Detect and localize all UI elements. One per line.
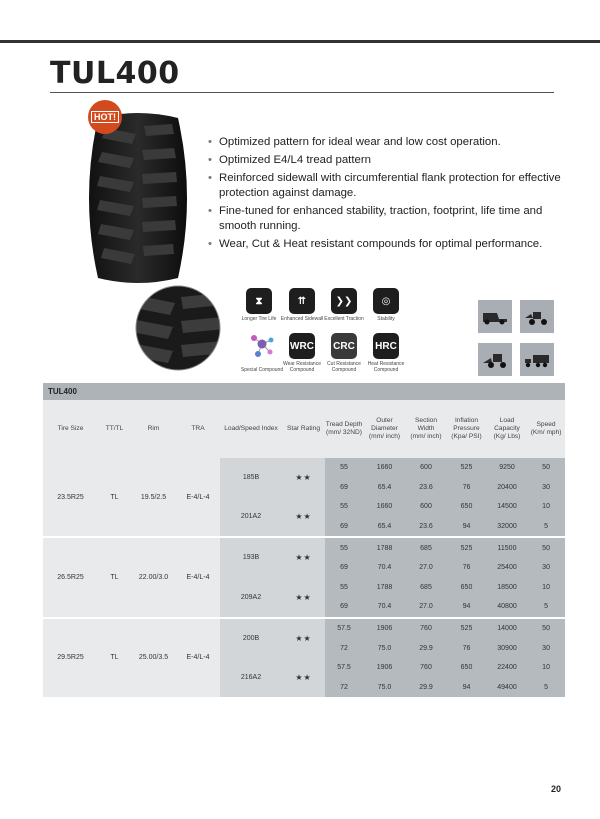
tread-depth-cell: 55 [325, 538, 363, 558]
section-width-cell: 23.6 [406, 517, 446, 537]
title-rule [50, 92, 554, 93]
speed-cell: 10 [527, 497, 565, 517]
speed-cell: 50 [527, 538, 565, 558]
hrc-icon: HRC [373, 333, 399, 359]
load-speed-index-cell: 216A2 [220, 658, 282, 697]
inflation-pressure-cell: 94 [446, 517, 487, 537]
stability-icon: ◎ [373, 288, 399, 314]
inflation-pressure-cell: 650 [446, 497, 487, 517]
section-width-cell: 600 [406, 497, 446, 517]
tread-depth-cell: 55 [325, 578, 363, 598]
tread-depth-cell: 72 [325, 638, 363, 658]
load-speed-index-cell: 200B [220, 619, 282, 658]
tire-size-cell: 26.5R25 [43, 538, 98, 616]
star-rating-cell: ★★ [282, 658, 325, 697]
outer-diameter-cell: 70.4 [363, 558, 406, 578]
inflation-pressure-cell: 76 [446, 478, 487, 498]
header-rim: Rim [131, 400, 176, 458]
inflation-pressure-cell: 525 [446, 538, 487, 558]
traction-icon: ❯❯ [331, 288, 357, 314]
tread-depth-cell: 69 [325, 478, 363, 498]
load-speed-index-cell: 185B [220, 458, 282, 497]
inflation-pressure-cell: 525 [446, 458, 487, 478]
load-capacity-cell: 20400 [487, 478, 527, 498]
hot-badge: HOT! [88, 100, 122, 134]
speed-cell: 50 [527, 458, 565, 478]
molecule-icon [247, 330, 277, 360]
load-capacity-cell: 11500 [487, 538, 527, 558]
section-width-cell: 29.9 [406, 638, 446, 658]
speed-cell: 10 [527, 578, 565, 598]
outer-diameter-cell: 1906 [363, 658, 406, 678]
tread-depth-cell: 69 [325, 558, 363, 578]
table-row [43, 458, 565, 478]
loader-icon [478, 343, 512, 376]
wheel-loader-icon [520, 300, 554, 333]
tra-cell: E-4/L-4 [176, 458, 220, 536]
tread-depth-cell: 72 [325, 678, 363, 698]
outer-diameter-cell: 1906 [363, 619, 406, 639]
tread-depth-cell: 69 [325, 517, 363, 537]
load-speed-index-cell: 201A2 [220, 497, 282, 536]
section-width-cell: 760 [406, 658, 446, 678]
inflation-pressure-cell: 650 [446, 578, 487, 598]
inflation-pressure-cell: 94 [446, 678, 487, 698]
speed-cell: 5 [527, 517, 565, 537]
outer-diameter-cell: 1660 [363, 497, 406, 517]
load-speed-index-cell: 193B [220, 538, 282, 577]
sidewall-icon: ⇈ [289, 288, 315, 314]
tire-image [78, 110, 200, 285]
inflation-pressure-cell: 650 [446, 658, 487, 678]
enhanced-sidewall-feature: ⇈ Enhanced Sidewall [280, 288, 324, 322]
header-outer-diameter: Outer Diameter (mm/ inch) [363, 400, 406, 458]
outer-diameter-cell: 70.4 [363, 597, 406, 617]
header-tra: TRA [176, 400, 220, 458]
load-capacity-cell: 49400 [487, 678, 527, 698]
section-width-cell: 685 [406, 578, 446, 598]
hrc-feature: HRC Heat Resistance Compound [364, 333, 408, 373]
outer-diameter-cell: 1660 [363, 458, 406, 478]
header-tt-tl: TT/TL [98, 400, 131, 458]
outer-diameter-cell: 1788 [363, 578, 406, 598]
feature-list [208, 135, 568, 255]
speed-cell: 50 [527, 619, 565, 639]
crc-icon: CRC [331, 333, 357, 359]
section-width-cell: 23.6 [406, 478, 446, 498]
outer-diameter-cell: 75.0 [363, 638, 406, 658]
speed-cell: 5 [527, 678, 565, 698]
speed-cell: 5 [527, 597, 565, 617]
star-rating-cell: ★★ [282, 497, 325, 536]
rim-cell: 19.5/2.5 [131, 458, 176, 536]
longer-tire-life-feature: ⧗ Longer Tire Life [237, 288, 281, 322]
rim-cell: 25.00/3.5 [131, 619, 176, 697]
page-title: TUL400 [50, 56, 180, 91]
speed-cell: 30 [527, 558, 565, 578]
table-row [43, 619, 565, 639]
outer-diameter-cell: 65.4 [363, 517, 406, 537]
load-capacity-cell: 30900 [487, 638, 527, 658]
feature-item: • Fine-tuned for enhanced stability, traction, footprint, life time and smooth running. [208, 204, 568, 234]
tread-depth-cell: 55 [325, 497, 363, 517]
inflation-pressure-cell: 76 [446, 558, 487, 578]
excellent-traction-feature: ❯❯ Excellent Traction [322, 288, 366, 322]
header-star-rating: Star Rating [282, 400, 325, 458]
header-tire-size: Tire Size [43, 400, 98, 458]
feature-item: • Reinforced sidewall with circumferential flank protection for effective protection against damage. [208, 171, 568, 201]
top-rule [0, 40, 600, 43]
tread-depth-cell: 55 [325, 458, 363, 478]
load-capacity-cell: 14500 [487, 497, 527, 517]
star-rating-cell: ★★ [282, 458, 325, 497]
outer-diameter-cell: 75.0 [363, 678, 406, 698]
inflation-pressure-cell: 76 [446, 638, 487, 658]
section-width-cell: 29.9 [406, 678, 446, 698]
star-rating-cell: ★★ [282, 619, 325, 658]
feature-item: • Optimized pattern for ideal wear and low cost operation. [208, 135, 568, 150]
header-inflation-pressure: Inflation Pressure (Kpa/ PSI) [446, 400, 487, 458]
articulated-hauler-icon [520, 343, 554, 376]
table-title: TUL400 [43, 383, 565, 400]
special-compound-feature: Special Compound [240, 330, 284, 373]
stability-feature: ◎ Stability [364, 288, 408, 322]
star-rating-cell: ★★ [282, 538, 325, 577]
load-capacity-cell: 32000 [487, 517, 527, 537]
tt-tl-cell: TL [98, 458, 131, 536]
crc-feature: CRC Cut Resistance Compound [322, 333, 366, 373]
header-section-width: Section Width (mm/ inch) [406, 400, 446, 458]
tire-size-cell: 23.5R25 [43, 458, 98, 536]
section-width-cell: 685 [406, 538, 446, 558]
load-capacity-cell: 25400 [487, 558, 527, 578]
outer-diameter-cell: 65.4 [363, 478, 406, 498]
speed-cell: 30 [527, 478, 565, 498]
outer-diameter-cell: 1788 [363, 538, 406, 558]
table-header-row [43, 400, 565, 458]
header-speed: Speed (Km/ mph) [527, 400, 565, 458]
star-rating-cell: ★★ [282, 578, 325, 617]
load-capacity-cell: 14000 [487, 619, 527, 639]
header-tread-depth: Tread Depth (mm/ 32ND) [325, 400, 363, 458]
tread-depth-cell: 69 [325, 597, 363, 617]
rim-cell: 22.00/3.0 [131, 538, 176, 616]
inflation-pressure-cell: 525 [446, 619, 487, 639]
speed-cell: 10 [527, 658, 565, 678]
load-capacity-cell: 40800 [487, 597, 527, 617]
section-width-cell: 600 [406, 458, 446, 478]
tire-size-cell: 29.5R25 [43, 619, 98, 697]
section-width-cell: 760 [406, 619, 446, 639]
load-capacity-cell: 22400 [487, 658, 527, 678]
wrc-feature: WRC Wear Resistance Compound [280, 333, 324, 373]
load-capacity-cell: 18500 [487, 578, 527, 598]
section-width-cell: 27.0 [406, 597, 446, 617]
tra-cell: E-4/L-4 [176, 538, 220, 616]
page-number: 20 [551, 784, 562, 794]
tread-detail-image [135, 285, 221, 371]
tt-tl-cell: TL [98, 619, 131, 697]
tread-depth-cell: 57.5 [325, 619, 363, 639]
feature-item: • Optimized E4/L4 tread pattern [208, 153, 568, 168]
spec-table [43, 383, 565, 697]
inflation-pressure-cell: 94 [446, 597, 487, 617]
load-speed-index-cell: 209A2 [220, 578, 282, 617]
header-load-capacity: Load Capacity (Kg/ Lbs) [487, 400, 527, 458]
load-capacity-cell: 9250 [487, 458, 527, 478]
wrc-icon: WRC [289, 333, 315, 359]
speed-cell: 30 [527, 638, 565, 658]
table-row [43, 538, 565, 558]
tread-depth-cell: 57.5 [325, 658, 363, 678]
feature-item: • Wear, Cut & Heat resistant compounds for optimal performance. [208, 237, 568, 252]
section-width-cell: 27.0 [406, 558, 446, 578]
tt-tl-cell: TL [98, 538, 131, 616]
tra-cell: E-4/L-4 [176, 619, 220, 697]
dump-truck-icon [478, 300, 512, 333]
header-load-speed: Load/Speed Index [220, 400, 282, 458]
hourglass-icon: ⧗ [246, 288, 272, 314]
